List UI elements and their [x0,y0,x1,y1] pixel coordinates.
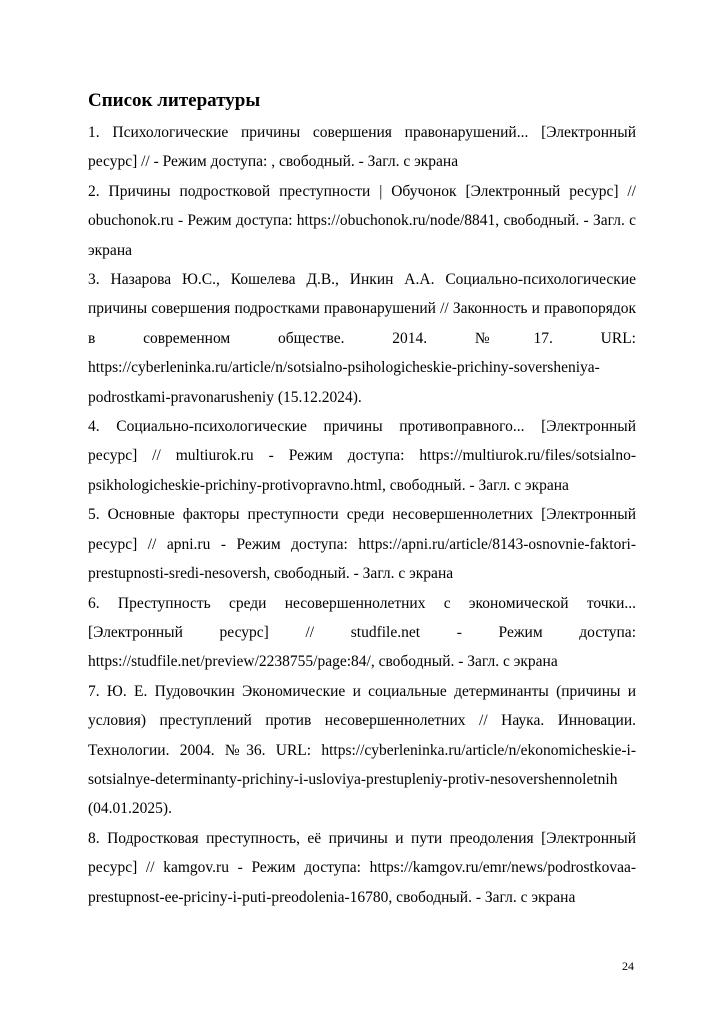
reference-item-3: 3. Назарова Ю.С., Кошелева Д.В., Инкин А.А. Социально-психологические причины совершения подростками правонарушений // Законность и правопорядок в современном обществе. 2014. №17. URL: https://cyberleninka.ru/article/n/sotsialno-psihologicheskie-prichiny-soversheniya-podrostkami-pravonarusheniy (15.12.2024). [88,271,636,406]
page-number: 24 [622,959,634,973]
reference-item-2: 2. Причины подростковой преступности | Обучонок [Электронный ресурс] // obuchonok.ru - Режим доступа: https://obuchonok.ru/node/8841, свободный. - Загл. с экрана [88,182,636,259]
page-title: Список литературы [88,90,261,111]
document-page [88,86,636,912]
reference-item-4: 4. Социально-психологические причины противоправного... [Электронный ресурс] // multiurok.ru - Режим доступа: https://multiurok.ru/files/sotsialno-psikhologicheskie-prichiny-protivopravno.html, свободный. - Загл. с экрана [88,418,636,494]
reference-item-5: 5. Основные факторы преступности среди несовершеннолетних [Электронный ресурс] // apni.ru - Режим доступа: https://apni.ru/article/8143-osnovnie-faktori-prestupnosti-sredi-nesoversh, свободный. - Загл. с экрана [88,506,636,583]
reference-item-6: 6. Преступность среди несовершеннолетних с экономической точки... [Электронный ресурс] // studfile.net - Режим доступа: https://studfile.net/preview/2238755/page:84/, свободный. - Загл. с экрана [88,594,636,671]
reference-item-8: 8. Подростковая преступность, её причины и пути преодоления [Электронный ресурс] // kamgov.ru - Режим доступа: https://kamgov.ru/emr/news/podrostkovaa-prestupnost-ee-priciny-i-puti-preodolenia-16780, свободный. - Загл. с экрана [88,829,636,906]
reference-item-7: 7. Ю. Е. Пудовочкин Экономические и социальные детерминанты (причины и условия) преступлений против несовершеннолетних // Наука. Инновации. Технологии. 2004. №36. URL: https://cyberleninka.ru/article/n/ekonomicheskie-i-sotsialnye-determinanty-prichiny-i-usloviya-prestupleniy-protiv-nesovershennoletnih (04.01.2025). [88,682,636,818]
reference-item-1: 1. Психологические причины совершения правонарушений... [Электронный ресурс] // - Режим доступа: , свободный. - Загл. с экрана [88,124,636,171]
reference-list [88,118,636,912]
